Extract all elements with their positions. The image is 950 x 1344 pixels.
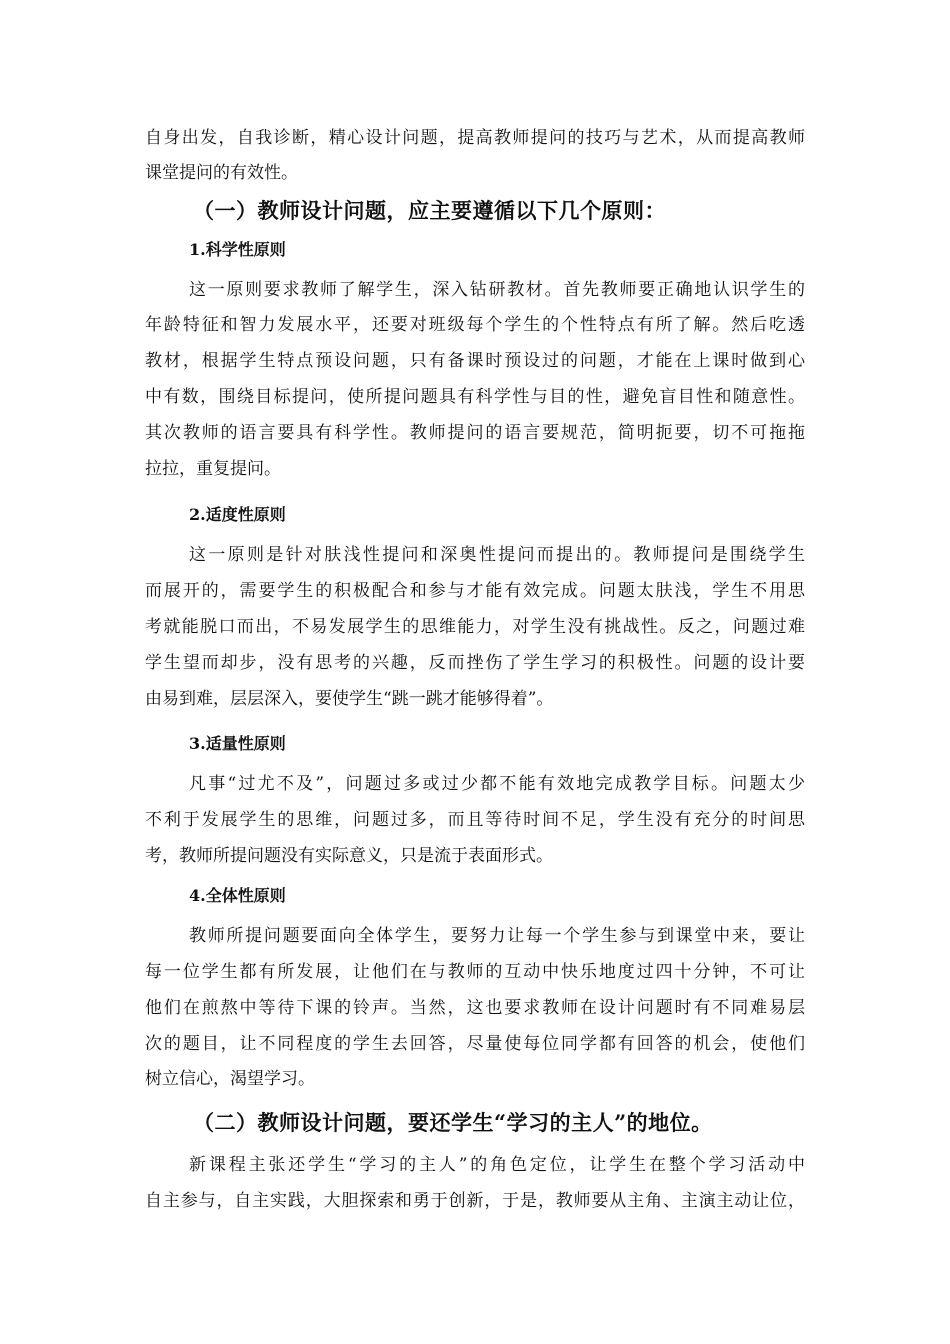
paragraph-line: 而展开的，需要学生的积极配合和参与才能有效完成。问题太肤浅，学生不用思: [145, 581, 805, 601]
principle-title: 1.科学性原则: [189, 240, 286, 259]
paragraph-line: 树立信心，渴望学习。: [145, 1069, 315, 1089]
paragraph-line: 次的题目，让不同程度的学生去回答，尽量使每位同学都有回答的机会，使他们: [145, 1034, 805, 1054]
principle-title: 4.全体性原则: [189, 886, 286, 905]
paragraph-line: 每一位学生都有所发展，让他们在与教师的互动中快乐地度过四十分钟，不可让: [145, 962, 805, 982]
section-heading: （一）教师设计问题，应主要遵循以下几个原则：: [193, 198, 666, 223]
paragraph-line: 拉拉，重复提问。: [145, 459, 281, 479]
paragraph-line: 教材，根据学生特点预设问题，只有备课时预设过的问题，才能在上课时做到心: [145, 351, 805, 371]
section-heading: （二）教师设计问题，要还学生“学习的主人”的地位。: [193, 1110, 713, 1135]
paragraph-line: 其次教师的语言要具有科学性。教师提问的语言要规范，简明扼要，切不可拖拖: [145, 423, 805, 443]
paragraph-line: 凡事“过尤不及”，问题过多或过少都不能有效地完成教学目标。问题太少: [189, 774, 805, 794]
paragraph-line: 年龄特征和智力发展水平，还要对班级每个学生的个性特点有所了解。然后吃透: [145, 315, 805, 335]
paragraph-line: 新课程主张还学生“学习的主人”的角色定位，让学生在整个学习活动中: [189, 1155, 805, 1175]
paragraph-line: 教师所提问题要面向全体学生，要努力让每一个学生参与到课堂中来，要让: [189, 926, 805, 946]
intro-line: 自身出发，自我诊断，精心设计问题，提高教师提问的技巧与艺术，从而提高教师: [145, 128, 805, 148]
paragraph-line: 不利于发展学生的思维，问题过多，而且等待时间不足，学生没有充分的时间思: [145, 810, 805, 830]
paragraph-line: 考就能脱口而出，不易发展学生的思维能力，对学生没有挑战性。反之，问题过难: [145, 617, 805, 637]
paragraph-line: 学生望而却步，没有思考的兴趣，反而挫伤了学生学习的积极性。问题的设计要: [145, 653, 805, 673]
intro-line: 课堂提问的有效性。: [145, 163, 298, 183]
paragraph-line: 他们在煎熬中等待下课的铃声。当然，这也要求教师在设计问题时有不同难易层: [145, 998, 805, 1018]
paragraph-line: 这一原则要求教师了解学生，深入钻研教材。首先教师要正确地认识学生的: [189, 280, 805, 300]
paragraph-line: 考，教师所提问题没有实际意义，只是流于表面形式。: [145, 846, 553, 866]
paragraph-line: 这一原则是针对肤浅性提问和深奥性提问而提出的。教师提问是围绕学生: [189, 545, 805, 565]
principle-title: 3.适量性原则: [189, 734, 286, 753]
paragraph-line: 由易到难，层层深入，要使学生“跳一跳才能够得着”。: [145, 689, 554, 709]
principle-title: 2.适度性原则: [189, 505, 286, 524]
paragraph-line: 中有数，围绕目标提问，使所提问题具有科学性与目的性，避免盲目性和随意性。: [145, 387, 805, 407]
paragraph-line: 自主参与，自主实践，大胆探索和勇于创新，于是，教师要从主角、主演主动让位，: [145, 1191, 805, 1211]
